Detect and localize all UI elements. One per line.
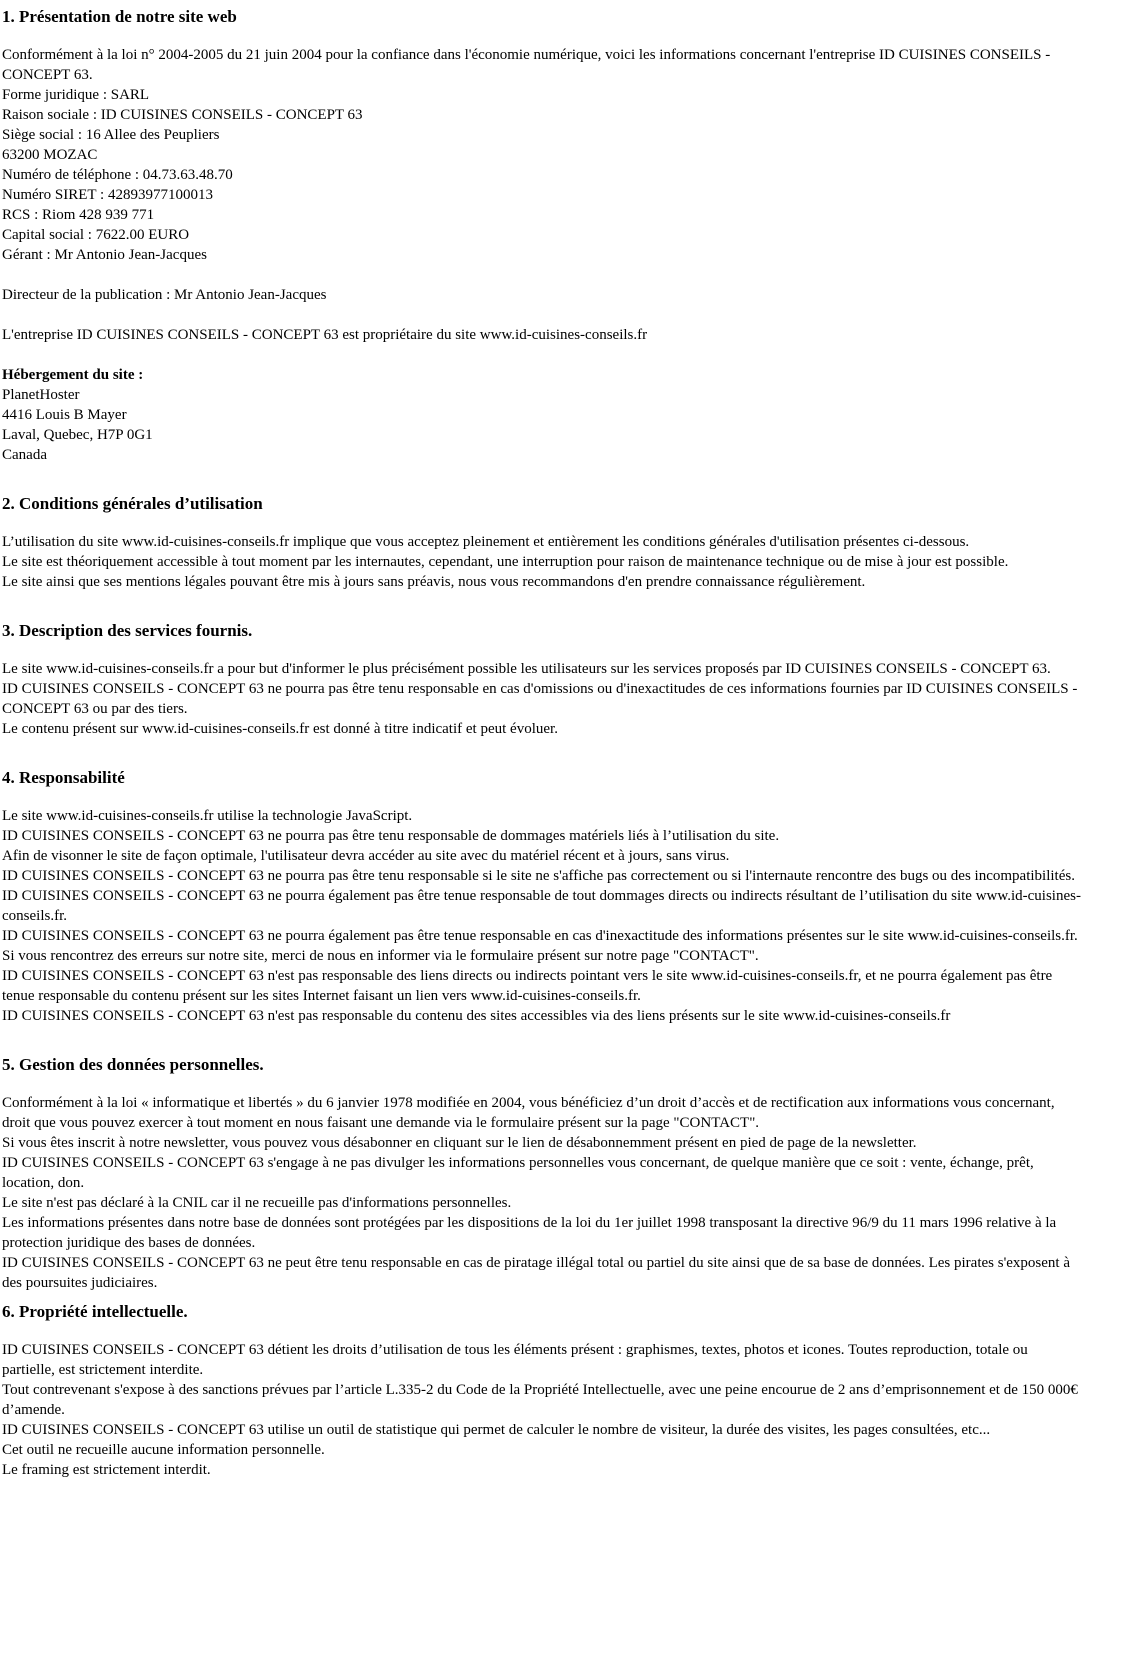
section-terms-of-use — [2, 491, 1084, 592]
site-owner: L'entreprise ID CUISINES CONSEILS - CONCEPT 63 est propriétaire du site www.id-cuisines-conseils.fr — [2, 327, 648, 343]
section-title: 6. Propriété intellectuelle. — [2, 1302, 188, 1321]
paragraph: Conformément à la loi « informatique et libertés » du 6 janvier 1978 modifiée en 2004, vous bénéficiez d’un droit d’accès et de rectification aux informations vous concernant, droit que vous pouvez exercer à tout moment en nous faisant une demande via le formulaire présent sur la page "CONTACT". — [2, 1095, 1055, 1131]
share-capital: Capital social : 7622.00 EURO — [2, 227, 190, 243]
rcs-number: RCS : Riom 428 939 771 — [2, 207, 155, 223]
paragraph: Tout contrevenant s'expose à des sanctions prévues par l’article L.335-2 du Code de la Propriété Intellectuelle, avec une peine encourue de 2 ans d’emprisonnement et de 150 000€ d’amende. — [2, 1382, 1078, 1418]
siret-number: Numéro SIRET : 42893977100013 — [2, 187, 213, 203]
paragraph: Si vous êtes inscrit à notre newsletter, vous pouvez vous désabonner en cliquant sur le lien de désabonnemment présent en pied de page de la newsletter. — [2, 1135, 917, 1151]
paragraph: Les informations présentes dans notre base de données sont protégées par les dispositions de la loi du 1er juillet 1998 transposant la directive 96/9 du 11 mars 1996 relative à la protection juridique des bases de données. — [2, 1215, 1057, 1251]
section-title: 2. Conditions générales d’utilisation — [2, 494, 263, 513]
paragraph: Le site ainsi que ses mentions légales pouvant être mis à jours sans préavis, nous vous recommandons d'en prendre connaissance régulièrement. — [2, 574, 866, 590]
postal-city: 63200 MOZAC — [2, 147, 98, 163]
host-city: Laval, Quebec, H7P 0G1 — [2, 427, 153, 443]
paragraph: ID CUISINES CONSEILS - CONCEPT 63 utilise un outil de statistique qui permet de calculer le nombre de visiteur, la durée des visites, les pages consultées, etc... — [2, 1422, 991, 1438]
paragraph: ID CUISINES CONSEILS - CONCEPT 63 ne peut être tenu responsable en cas de piratage illégal total ou partiel du site ainsi que de sa base de données. Les pirates s'exposent à des poursuites judiciaires. — [2, 1255, 1070, 1291]
paragraph: Cet outil ne recueille aucune information personnelle. — [2, 1442, 325, 1458]
paragraph: Le site est théoriquement accessible à tout moment par les internautes, cependant, une interruption pour raison de maintenance technique ou de mise à jour est possible. — [2, 554, 1009, 570]
paragraph: ID CUISINES CONSEILS - CONCEPT 63 détient les droits d’utilisation de tous les éléments présent : graphismes, textes, photos et icones. Toutes reproduction, totale ou partielle, est strictement interdite. — [2, 1342, 1028, 1378]
host-name: PlanetHoster — [2, 387, 80, 403]
section-personal-data — [2, 1052, 1084, 1293]
paragraph: Le site www.id-cuisines-conseils.fr a pour but d'informer le plus précisément possible les utilisateurs sur les services proposés par ID CUISINES CONSEILS - CONCEPT 63. — [2, 661, 1051, 677]
section-presentation — [2, 4, 1084, 465]
paragraph: ID CUISINES CONSEILS - CONCEPT 63 ne pourra également pas être tenue responsable en cas d'inexactitude des informations présentes sur le site www.id-cuisines-conseils.fr. Si vous rencontrez des erreurs sur notre site, merci de nous en informer via le formulaire présent sur notre page "CONTACT". — [2, 928, 1078, 964]
paragraph: ID CUISINES CONSEILS - CONCEPT 63 ne pourra pas être tenu responsable si le site ne s'affiche pas correctement ou si l'internaute rencontre des bugs ou des incompatibilités. — [2, 868, 1075, 884]
paragraph: Le framing est strictement interdit. — [2, 1462, 211, 1478]
paragraph: ID CUISINES CONSEILS - CONCEPT 63 n'est pas responsable des liens directs ou indirects pointant vers le site www.id-cuisines-conseils.fr, et ne pourra également pas être tenue responsable du contenu présent sur les sites Internet faisant un lien vers www.id-cuisines-conseils.fr. — [2, 968, 1053, 1004]
paragraph: Le site n'est pas déclaré à la CNIL car il ne recueille pas d'informations personnelles. — [2, 1195, 512, 1211]
company-name: Raison sociale : ID CUISINES CONSEILS - CONCEPT 63 — [2, 107, 363, 123]
paragraph: Le site www.id-cuisines-conseils.fr utilise la technologie JavaScript. — [2, 808, 413, 824]
paragraph: Le contenu présent sur www.id-cuisines-conseils.fr est donné à titre indicatif et peut évoluer. — [2, 721, 558, 737]
paragraph: ID CUISINES CONSEILS - CONCEPT 63 ne pourra pas être tenu responsable en cas d'omissions ou d'inexactitudes de ces informations fournies par ID CUISINES CONSEILS - CONCEPT 63 ou par des tiers. — [2, 681, 1078, 717]
host-street: 4416 Louis B Mayer — [2, 407, 127, 423]
section-services — [2, 618, 1084, 739]
hosting-info — [2, 365, 1084, 465]
paragraph: ID CUISINES CONSEILS - CONCEPT 63 n'est pas responsable du contenu des sites accessibles via des liens présents sur le site www.id-cuisines-conseils.fr — [2, 1008, 951, 1024]
intro-text: Conformément à la loi n° 2004-2005 du 21 juin 2004 pour la confiance dans l'économie numérique, voici les informations concernant l'entreprise ID CUISINES CONSEILS - CONCEPT 63. — [2, 47, 1051, 83]
hosting-label: Hébergement du site : — [2, 367, 144, 383]
paragraph: Afin de visonner le site de façon optimale, l'utilisateur devra accéder au site avec du matériel récent et à jours, sans virus. — [2, 848, 730, 864]
section-title: 5. Gestion des données personnelles. — [2, 1055, 264, 1074]
legal-form: Forme juridique : SARL — [2, 87, 150, 103]
head-office: Siège social : 16 Allee des Peupliers — [2, 127, 220, 143]
company-info — [2, 45, 1084, 265]
manager: Gérant : Mr Antonio Jean-Jacques — [2, 247, 207, 263]
section-title: 4. Responsabilité — [2, 768, 125, 787]
paragraph: ID CUISINES CONSEILS - CONCEPT 63 ne pourra pas être tenu responsable de dommages matériels liés à l’utilisation du site. — [2, 828, 780, 844]
section-liability — [2, 765, 1084, 1026]
host-country: Canada — [2, 447, 47, 463]
section-intellectual-property — [2, 1299, 1084, 1480]
paragraph: ID CUISINES CONSEILS - CONCEPT 63 s'engage à ne pas divulger les informations personnelles vous concernant, de quelque manière que ce soit : vente, échange, prêt, location, don. — [2, 1155, 1034, 1191]
section-title: 1. Présentation de notre site web — [2, 7, 237, 26]
paragraph: ID CUISINES CONSEILS - CONCEPT 63 ne pourra également pas être tenue responsable de tout dommages directs ou indirects résultant de l’utilisation du site www.id-cuisines-conseils.fr. — [2, 888, 1081, 924]
publication-director: Directeur de la publication : Mr Antonio Jean-Jacques — [2, 287, 327, 303]
section-title: 3. Description des services fournis. — [2, 621, 253, 640]
phone-number: Numéro de téléphone : 04.73.63.48.70 — [2, 167, 233, 183]
paragraph: L’utilisation du site www.id-cuisines-conseils.fr implique que vous acceptez pleinement et entièrement les conditions générales d'utilisation présentes ci-dessous. — [2, 534, 970, 550]
